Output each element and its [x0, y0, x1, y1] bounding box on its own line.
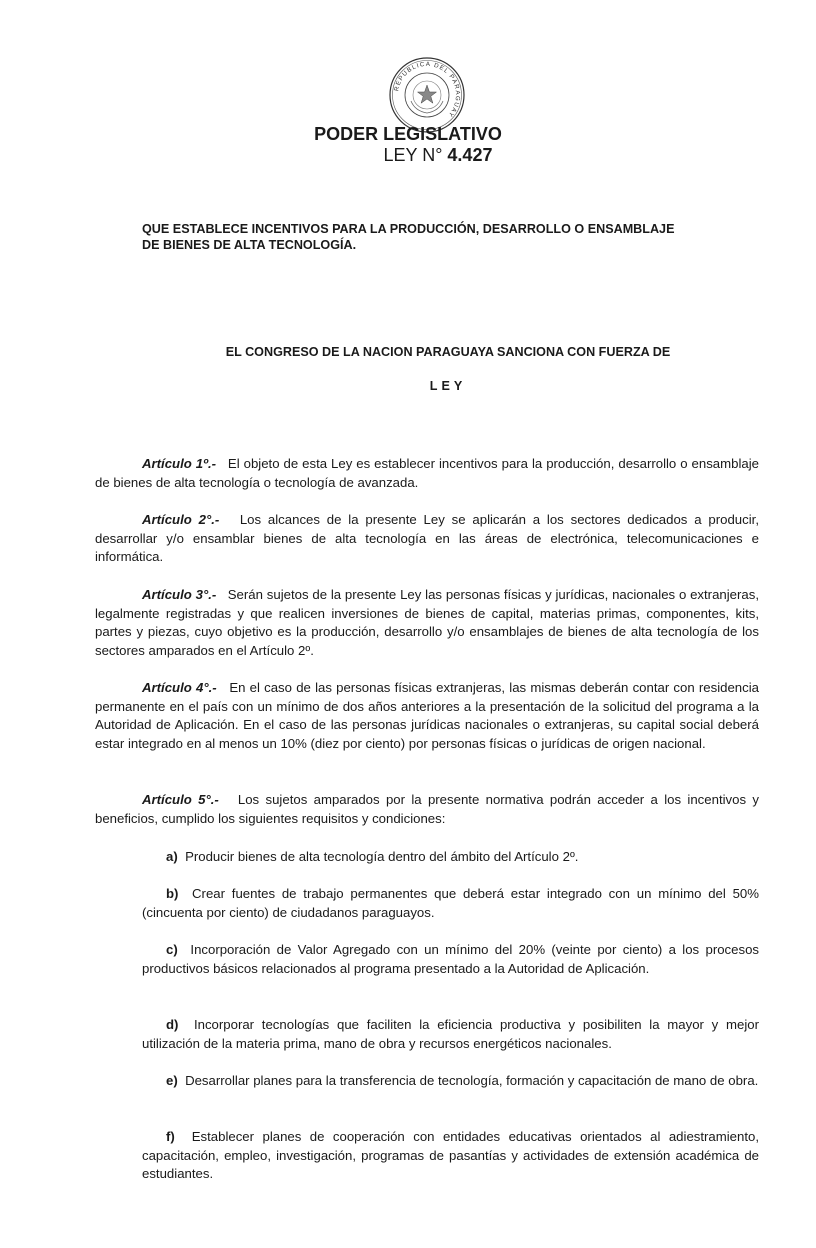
item-label: c): [166, 942, 178, 957]
law-subject-line: DE BIENES DE ALTA TECNOLOGÍA.: [142, 238, 357, 252]
requirement-item-d: [142, 1016, 759, 1053]
article-text: Serán sujetos de la presente Ley las personas físicas y jurídicas, nacionales o extranjeras, legalmente registradas y que realicen inversiones de bienes de capital, materias primas, componentes, kits, partes y piezas, cuyo objetivo es la producción, desarrollo y/o ensamblajes de bienes de alta tecnología de los sectores amparados en el Artículo 2º.: [95, 587, 759, 658]
article-text: En el caso de las personas físicas extranjeras, las mismas deberán contar con residencia permanente en el país con un mínimo de dos años anteriores a la presentación de la solicitud del programa a la Autoridad de Aplicación. En el caso de las personas jurídicas nacionales o extranjeras, su capital social deberá estar integrado en al menos un 10% (diez por ciento) por personas físicas o jurídicas de origen nacional.: [95, 680, 759, 751]
law-subject-line: QUE ESTABLECE INCENTIVOS PARA LA PRODUCCIÓN, DESARROLLO O ENSAMBLAJE: [142, 222, 675, 236]
article-text: El objeto de esta Ley es establecer incentivos para la producción, desarrollo o ensamblaje de bienes de alta tecnología o tecnología de avanzada.: [95, 456, 759, 490]
ley-heading: LEY: [429, 379, 467, 393]
article-5: [95, 791, 759, 828]
item-label: f): [166, 1129, 175, 1144]
seal-ring-text: REPUBLICA DEL PARAGUAY: [393, 60, 462, 119]
law-number-prefix: LEY N°: [383, 145, 448, 165]
item-text: Crear fuentes de trabajo permanentes que deberá estar integrado con un mínimo del 50% (cincuenta por ciento) de ciudadanos paraguayos.: [142, 886, 759, 920]
article-label: Artículo 5°.-: [142, 792, 219, 807]
requirement-item-a: [142, 848, 759, 867]
item-label: a): [166, 849, 178, 864]
item-text: Producir bienes de alta tecnología dentro del ámbito del Artículo 2º.: [185, 849, 579, 864]
requirement-item-b: [142, 885, 759, 922]
article-label: Artículo 3°.-: [142, 587, 217, 602]
sanction-statement: EL CONGRESO DE LA NACION PARAGUAYA SANCIONA CON FUERZA DE: [225, 345, 671, 359]
article-4: [95, 679, 759, 753]
requirement-item-e: [142, 1072, 759, 1091]
article-label: Artículo 1º.-: [142, 456, 216, 471]
article-label: Artículo 4°.-: [142, 680, 217, 695]
article-2: [95, 511, 759, 567]
page-title: PODER LEGISLATIVO: [314, 124, 502, 144]
item-label: d): [166, 1017, 179, 1032]
article-label: Artículo 2°.-: [142, 512, 220, 527]
law-number: [30, 145, 816, 166]
article-3: [95, 586, 759, 660]
article-text: Los sujetos amparados por la presente normativa podrán acceder a los incentivos y beneficios, cumplido los siguientes requisitos y condiciones:: [95, 792, 760, 826]
item-text: Incorporar tecnologías que faciliten la eficiencia productiva y posibiliten la mayor y mejor utilización de la materia prima, mano de obra y recursos energéticos nacionales.: [142, 1017, 759, 1051]
national-seal-icon: [387, 55, 467, 135]
item-text: Incorporación de Valor Agregado con un mínimo del 20% (veinte por ciento) a los procesos productivos básicos relacionados al programa presentado a la Autoridad de Aplicación.: [142, 942, 759, 976]
item-label: b): [166, 886, 179, 901]
article-1: [95, 455, 759, 492]
item-label: e): [166, 1073, 178, 1088]
requirement-item-c: [142, 941, 759, 978]
requirement-item-f: [142, 1128, 759, 1184]
article-text: Los alcances de la presente Ley se aplicarán a los sectores dedicados a producir, desarrollar y/o ensamblar bienes de alta tecnología en las áreas de electrónica, telecomunicaciones e informática.: [95, 512, 759, 565]
item-text: Desarrollar planes para la transferencia de tecnología, formación y capacitación de mano de obra.: [185, 1073, 759, 1088]
law-subject: [142, 221, 760, 253]
item-text: Establecer planes de cooperación con entidades educativas orientados al adiestramiento, capacitación, empleo, investigación, programas de pasantías y actividades de extensión académica de estudiantes.: [142, 1129, 760, 1182]
law-number-value: 4.427: [447, 145, 493, 165]
